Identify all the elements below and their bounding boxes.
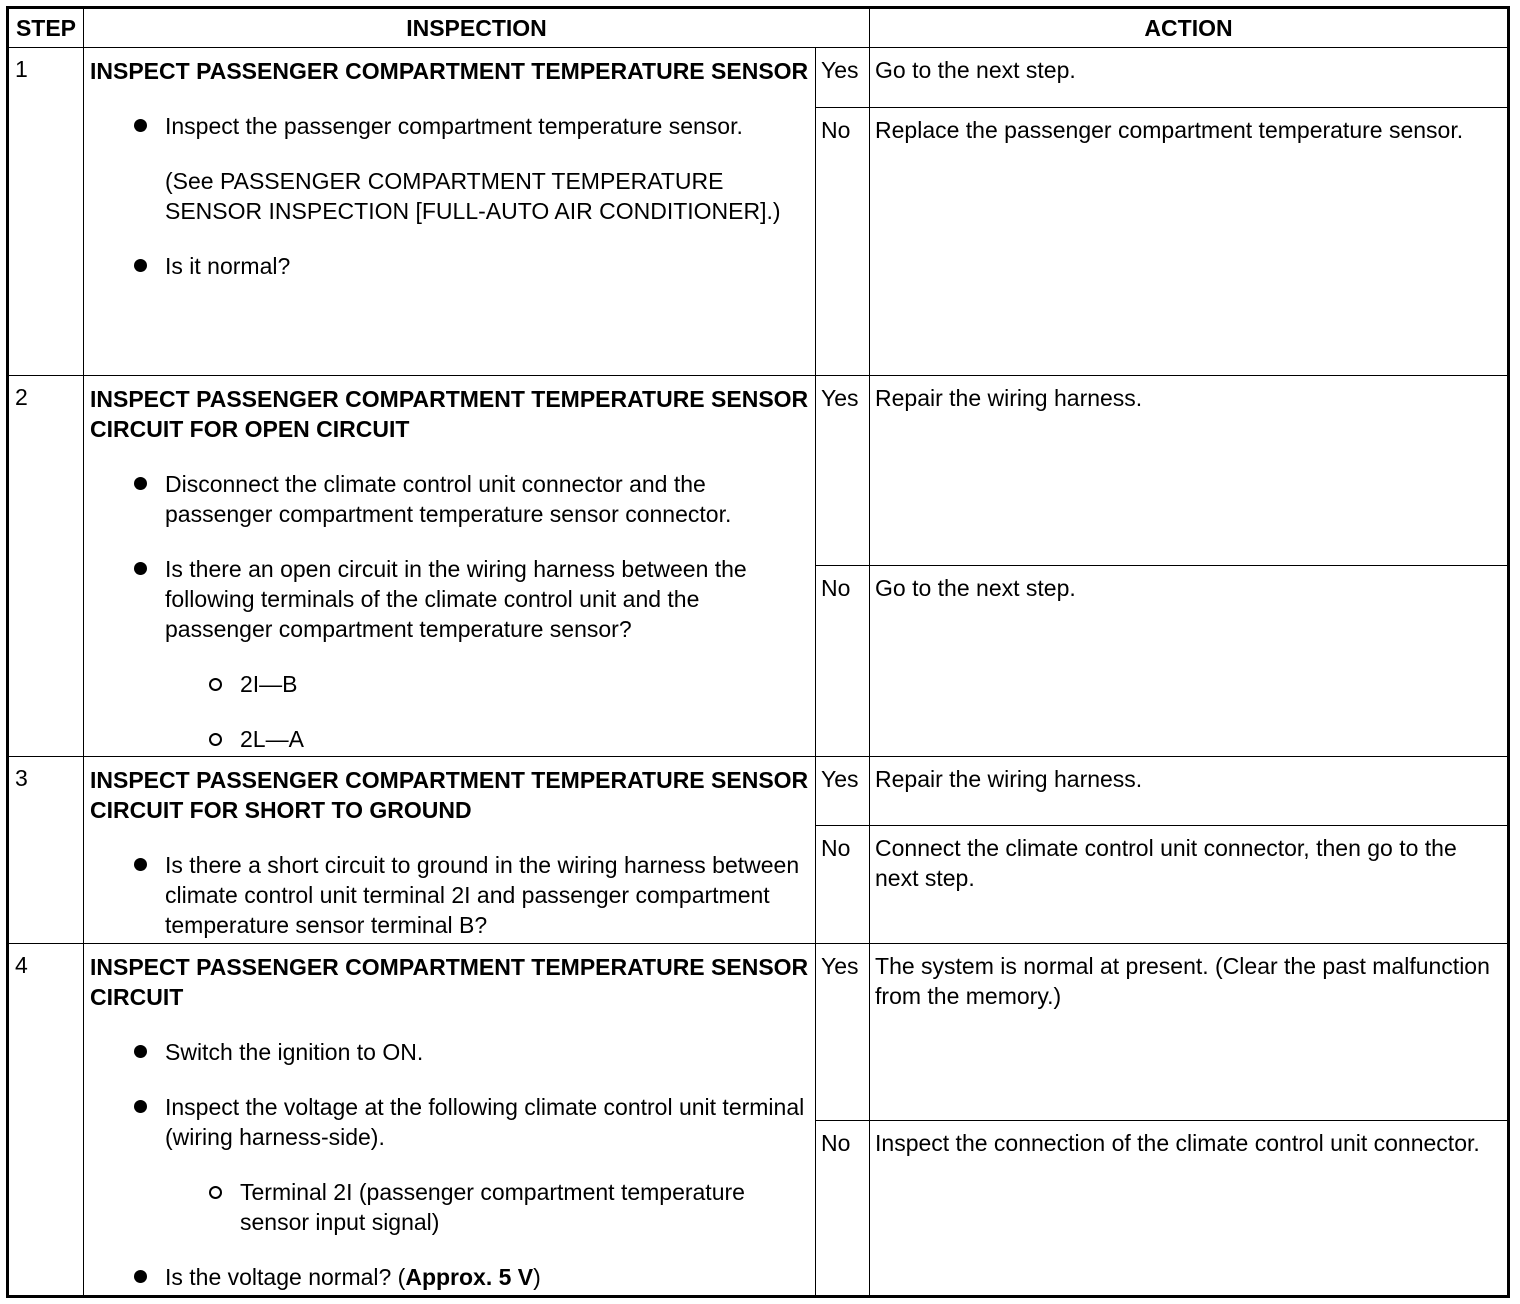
- bullet-item: Is there a short circuit to ground in the wiring harness between climate control unit terminal 2I and passenger compartment temperature sensor terminal B?: [90, 850, 809, 940]
- inspection-cell: [84, 48, 816, 376]
- inspection-title: INSPECT PASSENGER COMPARTMENT TEMPERATURE SENSOR CIRCUIT: [90, 954, 809, 1010]
- inspection-cell: [84, 376, 816, 757]
- bullet-item: Disconnect the climate control unit connector and the passenger compartment temperature sensor connector.: [90, 469, 809, 529]
- yes-action: Go to the next step.: [870, 48, 1509, 108]
- bullet-item: Switch the ignition to ON.: [90, 1037, 809, 1067]
- spec-value: Approx. 5 V: [405, 1264, 534, 1290]
- bullet-item: Is there an open circuit in the wiring harness between the following terminals of the climate control unit and the passenger compartment temperature sensor?: [90, 554, 809, 644]
- sub-bullet-item: Terminal 2I (passenger compartment temperature sensor input signal): [90, 1177, 809, 1237]
- bullet-item: [90, 1262, 809, 1292]
- step-number: 3: [8, 757, 84, 944]
- no-action: Go to the next step.: [870, 566, 1509, 757]
- sub-bullet-item: 2I—B: [90, 669, 809, 699]
- bullet-text: Is the voltage normal? (: [165, 1264, 406, 1290]
- no-label: No: [816, 108, 870, 376]
- step-4-yes-row: [8, 944, 1509, 1121]
- sub-bullet-item: 2L—A: [90, 724, 809, 754]
- yes-action: The system is normal at present. (Clear the past malfunction from the memory.): [870, 944, 1509, 1121]
- step-3-yes-row: [8, 757, 1509, 826]
- inspection-title: INSPECT PASSENGER COMPARTMENT TEMPERATURE SENSOR CIRCUIT FOR SHORT TO GROUND: [90, 767, 809, 823]
- header-step: STEP: [8, 8, 84, 48]
- inspection-cell: [84, 944, 816, 1297]
- header-inspection: INSPECTION: [84, 8, 870, 48]
- bullet-text-end: ): [533, 1264, 541, 1290]
- inspection-cell: [84, 757, 816, 944]
- step-number: 4: [8, 944, 84, 1297]
- no-label: No: [816, 826, 870, 944]
- yes-action: Repair the wiring harness.: [870, 757, 1509, 826]
- yes-action: Repair the wiring harness.: [870, 376, 1509, 566]
- yes-label: Yes: [816, 944, 870, 1121]
- header-row: [8, 8, 1509, 48]
- step-1-yes-row: [8, 48, 1509, 108]
- no-label: No: [816, 1121, 870, 1297]
- header-action: ACTION: [870, 8, 1509, 48]
- bullet-item: Is it normal?: [90, 251, 809, 281]
- troubleshooting-table: [6, 6, 1510, 1298]
- bullet-item: Inspect the voltage at the following climate control unit terminal (wiring harness-side).: [90, 1092, 809, 1152]
- yes-label: Yes: [816, 376, 870, 566]
- reference-note: (See PASSENGER COMPARTMENT TEMPERATURE SENSOR INSPECTION [FULL-AUTO AIR CONDITIONER].): [165, 168, 781, 224]
- step-number: 2: [8, 376, 84, 757]
- step-2-yes-row: [8, 376, 1509, 566]
- yes-label: Yes: [816, 48, 870, 108]
- bullet-item: Inspect the passenger compartment temperature sensor.: [90, 111, 809, 141]
- yes-label: Yes: [816, 757, 870, 826]
- no-action: Connect the climate control unit connector, then go to the next step.: [870, 826, 1509, 944]
- inspection-title: INSPECT PASSENGER COMPARTMENT TEMPERATURE SENSOR: [90, 58, 809, 84]
- no-label: No: [816, 566, 870, 757]
- step-number: 1: [8, 48, 84, 376]
- inspection-title: INSPECT PASSENGER COMPARTMENT TEMPERATURE SENSOR CIRCUIT FOR OPEN CIRCUIT: [90, 386, 809, 442]
- no-action: Replace the passenger compartment temperature sensor.: [870, 108, 1509, 376]
- no-action: Inspect the connection of the climate control unit connector.: [870, 1121, 1509, 1297]
